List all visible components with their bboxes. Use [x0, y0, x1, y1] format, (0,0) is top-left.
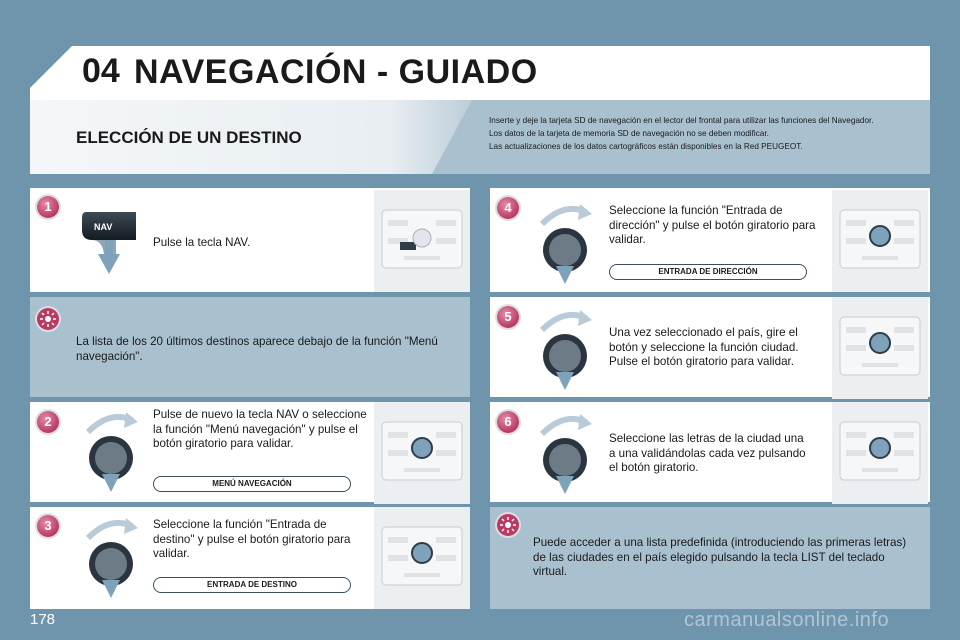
- step-badge-2: 2: [37, 411, 59, 433]
- step-text-2: Pulse de nuevo la tecla NAV o seleccione la función "Menú navegación" y pulse el botón giratorio para validar.: [153, 408, 367, 450]
- intro-line: Inserte y deje la tarjeta SD de navegación en el lector del frontal para utilizar las funciones del Navegador.: [489, 116, 874, 125]
- rotary-knob-icon: [534, 200, 596, 286]
- watermark: carmanualsonline.info: [684, 609, 890, 631]
- lightbulb-icon: [497, 514, 519, 536]
- step-badge-1: 1: [37, 196, 59, 218]
- step-badge-5: 5: [497, 306, 519, 328]
- intro-line: Los datos de la tarjeta de memoria SD de navegación no se deben modificar.: [489, 129, 769, 138]
- radio-unit-icon: [374, 507, 470, 609]
- intro-line: Las actualizaciones de los datos cartográficos están disponibles en la Red PEUGEOT.: [489, 142, 803, 151]
- intro-text: [489, 114, 919, 153]
- step-text-4: Seleccione la función "Entrada de dirección" y pulse el botón giratorio para validar.: [609, 204, 816, 246]
- step-text-5: Una vez seleccionado el país, gire el botón y seleccione la función ciudad. Pulse el botón giratorio para validar.: [609, 326, 799, 368]
- page-title: NAVEGACIÓN - GUIADO: [134, 53, 538, 91]
- tip-text-2: Puede acceder a una lista predefinida (introduciendo las primeras letras) de las ciudades en el país elegido pulsando la tecla LIST del teclado virtual.: [533, 536, 907, 578]
- rotary-knob-icon: [80, 408, 142, 494]
- radio-unit-icon: [374, 190, 470, 292]
- nav-key-icon: [78, 210, 140, 274]
- rotary-knob-icon: [534, 306, 596, 392]
- radio-unit-icon: [832, 402, 928, 504]
- section-title: ELECCIÓN DE UN DESTINO: [76, 128, 302, 147]
- step-badge-3: 3: [37, 515, 59, 537]
- radio-unit-icon: [832, 297, 928, 399]
- lightbulb-icon: [37, 308, 59, 330]
- step-badge-4: 4: [497, 197, 519, 219]
- rotary-knob-icon: [534, 410, 596, 496]
- radio-unit-icon: [374, 402, 470, 504]
- step-text-6: Seleccione las letras de la ciudad una a una validándolas cada vez pulsando el botón giratorio.: [609, 432, 806, 474]
- tip-text-1: La lista de los 20 últimos destinos aparece debajo de la función "Menú navegación".: [76, 335, 438, 363]
- step-text-3: Seleccione la función "Entrada de destino" y pulse el botón giratorio para validar.: [153, 518, 351, 560]
- chapter-number: 04: [82, 52, 120, 90]
- address-pill: ENTRADA DE DIRECCIÓN: [609, 264, 807, 280]
- destination-pill: ENTRADA DE DESTINO: [153, 577, 351, 593]
- step-badge-6: 6: [497, 411, 519, 433]
- page-number: 178: [30, 611, 56, 628]
- radio-unit-icon: [832, 190, 928, 292]
- menu-pill: MENÚ NAVEGACIÓN: [153, 476, 351, 492]
- nav-key-label: NAV: [94, 222, 113, 232]
- step-text-1: Pulse la tecla NAV.: [153, 236, 251, 249]
- rotary-knob-icon: [80, 514, 142, 600]
